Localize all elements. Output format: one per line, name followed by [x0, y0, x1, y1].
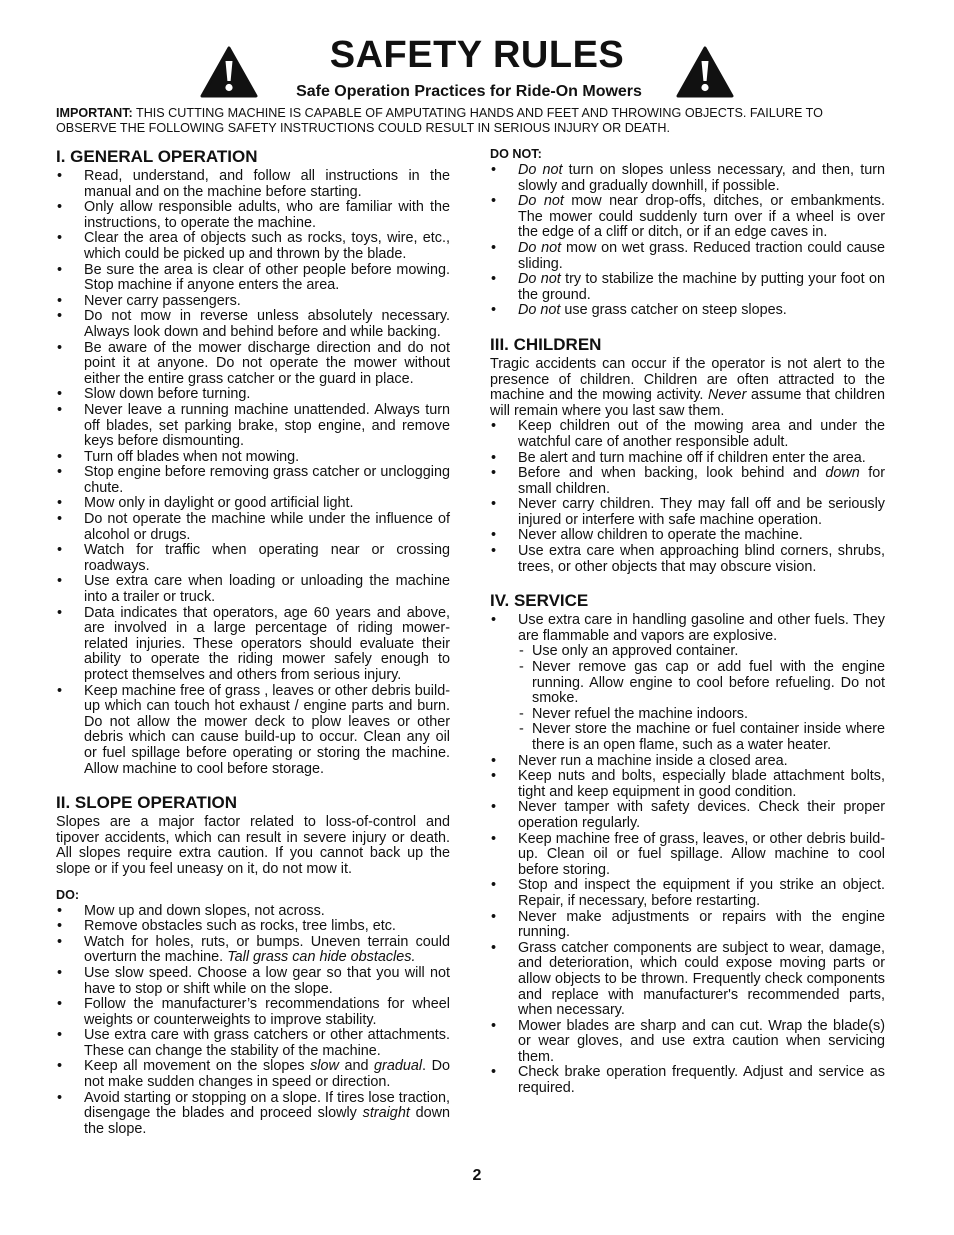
list-item: • Mow up and down slopes, not across.: [56, 904, 450, 920]
warning-triangle-icon: [676, 46, 734, 98]
list-item: • Do not turn on slopes unless necessary, and then, turn slowly and gradually downhill, if possible.: [490, 163, 885, 194]
list-item: • Use extra care in handling gasoline and other fuels. They are flammable and vapors are explosive.: [490, 613, 885, 644]
slope-do-list: [56, 904, 450, 1138]
sub-list-item: - Never store the machine or fuel container inside where there is an open flame, such as a water heater.: [490, 722, 885, 753]
list-item: • Keep machine free of grass, leaves, or other debris build-up. Clean oil or fuel spillage. Allow machine to cool before storing.: [490, 832, 885, 879]
list-item: • Stop and inspect the equipment if you strike an object. Repair, if necessary, before restarting.: [490, 878, 885, 909]
list-item: • Follow the manufacturer’s recommendations for wheel weights or counterweights to improve stability.: [56, 997, 450, 1028]
left-column: [56, 147, 450, 1137]
general-operation-list: [56, 169, 450, 777]
list-item: • Never run a machine inside a closed area.: [490, 754, 885, 770]
children-intro: Tragic accidents can occur if the operator is not alert to the presence of children. Children are often attracted to the machine and the mowing activity. Never assume that children will remain where you last saw them.: [490, 355, 885, 419]
list-item: • Never allow children to operate the machine.: [490, 528, 885, 544]
list-item: • Use slow speed. Choose a low gear so that you will not have to stop or shift while on the slope.: [56, 966, 450, 997]
list-item: • Do not use grass catcher on steep slopes.: [490, 303, 885, 319]
children-list: [490, 419, 885, 575]
sub-list-item: - Use only an approved container.: [490, 644, 885, 660]
list-item: • Only allow responsible adults, who are familiar with the instructions, to operate the machine.: [56, 200, 450, 231]
list-item: • Do not try to stabilize the machine by putting your foot on the ground.: [490, 272, 885, 303]
general-operation-heading: I. GENERAL OPERATION: [56, 147, 258, 166]
list-item: • Never make adjustments or repairs with the engine running.: [490, 910, 885, 941]
list-item: • Be alert and turn machine off if children enter the area.: [490, 451, 885, 467]
list-item: • Keep children out of the mowing area and under the watchful care of another responsible adult.: [490, 419, 885, 450]
list-item: • Do not operate the machine while under the influence of alcohol or drugs.: [56, 512, 450, 543]
list-item: • Do not mow near drop-offs, ditches, or embankments. The mower could suddenly turn over if a wheel is over the edge of a cliff or ditch, or if an edge caves in.: [490, 194, 885, 241]
fuel-sub-list: [490, 644, 885, 753]
list-item: • Use extra care with grass catchers or other attachments. These can change the stability of the machine.: [56, 1028, 450, 1059]
important-label: IMPORTANT:: [56, 106, 133, 120]
list-item: • Grass catcher components are subject to wear, damage, and deterioration, which could expose moving parts or allow objects to be thrown. Frequently check components and replace with manufacturer's recommended parts, when necessary.: [490, 941, 885, 1019]
page-header: [0, 34, 954, 104]
page-subtitle: Safe Operation Practices for Ride-On Mowers: [296, 83, 642, 100]
sub-list-item: - Never remove gas cap or add fuel with the engine running. Allow engine to cool before refueling. Do not smoke.: [490, 660, 885, 707]
important-notice: [56, 106, 886, 136]
service-list: [490, 613, 885, 644]
list-item: • Do not mow in reverse unless absolutely necessary. Always look down and behind before and while backing.: [56, 309, 450, 340]
list-item: • Watch for holes, ruts, or bumps. Uneven terrain could overturn the machine. Tall grass can hide obstacles.: [56, 935, 450, 966]
list-item: • Do not mow on wet grass. Reduced traction could cause sliding.: [490, 241, 885, 272]
list-item: • Before and when backing, look behind and down for small children.: [490, 466, 885, 497]
list-item: • Check brake operation frequently. Adjust and service as required.: [490, 1065, 885, 1096]
slope-intro: Slopes are a major factor related to loss-of-control and tipover accidents, which can result in severe injury or death. All slopes require extra caution. If you cannot back up the slope or if you feel uneasy on it, do not mow it.: [56, 814, 450, 877]
service-list-continued: [490, 754, 885, 1097]
list-item: • Data indicates that operators, age 60 years and above, are involved in a large percentage of riding mower-related injuries. These operators should evaluate their ability to operate the riding mower safely enough to protect themselves and others from serious injury.: [56, 606, 450, 684]
list-item: • Be sure the area is clear of other people before mowing. Stop machine if anyone enters the area.: [56, 263, 450, 294]
list-item: • Read, understand, and follow all instructions in the manual and on the machine before starting.: [56, 169, 450, 200]
do-not-label: DO NOT:: [490, 147, 542, 161]
list-item: • Remove obstacles such as rocks, tree limbs, etc.: [56, 919, 450, 935]
page-number: 2: [472, 1167, 482, 1184]
list-item: • Watch for traffic when operating near or crossing roadways.: [56, 543, 450, 574]
list-item: • Avoid starting or stopping on a slope. If tires lose traction, disengage the blades and proceed slowly straight down the slope.: [56, 1091, 450, 1138]
list-item: • Never leave a running machine unattended. Always turn off blades, set parking brake, stop engine, and remove keys before dismounting.: [56, 403, 450, 450]
children-heading: III. CHILDREN: [490, 334, 602, 354]
list-item: • Keep nuts and bolts, especially blade attachment bolts, tight and keep equipment in good condition.: [490, 769, 885, 800]
list-item: • Stop engine before removing grass catcher or unclogging chute.: [56, 465, 450, 496]
list-item: • Clear the area of objects such as rocks, toys, wire, etc., which could be picked up and thrown by the blade.: [56, 231, 450, 262]
important-text: THIS CUTTING MACHINE IS CAPABLE OF AMPUTATING HANDS AND FEET AND THROWING OBJECTS. FAILURE TO OBSERVE THE FOLLOWING SAFETY INSTRUCTIONS COULD RESULT IN SERIOUS INJURY OR DEATH.: [56, 106, 823, 135]
slope-do-not-list: [490, 163, 885, 319]
list-item: • Slow down before turning.: [56, 387, 450, 403]
list-item: • Never tamper with safety devices. Check their proper operation regularly.: [490, 800, 885, 831]
right-column: [490, 147, 885, 1097]
list-item: • Mow only in daylight or good artificial light.: [56, 496, 450, 512]
list-item: • Mower blades are sharp and can cut. Wrap the blade(s) or wear gloves, and use extra caution when servicing them.: [490, 1019, 885, 1066]
slope-operation-heading: II. SLOPE OPERATION: [56, 793, 238, 813]
do-label: DO:: [56, 887, 80, 902]
list-item: • Keep all movement on the slopes slow and gradual. Do not make sudden changes in speed or direction.: [56, 1059, 450, 1090]
list-item: • Be aware of the mower discharge direction and do not point it at anyone. Do not operate the mower without either the entire grass catcher or the guard in place.: [56, 341, 450, 388]
page-title: SAFETY RULES: [329, 34, 625, 76]
warning-triangle-icon: [200, 46, 258, 98]
sub-list-item: - Never refuel the machine indoors.: [490, 707, 885, 723]
list-item: • Use extra care when approaching blind corners, shrubs, trees, or other objects that may obscure vision.: [490, 544, 885, 575]
list-item: • Keep machine free of grass , leaves or other debris build-up which can touch hot exhaust / engine parts and burn. Do not allow the mower deck to plow leaves or other debris which can cause build-up to occur. Clean any oil or fuel spillage before operating or storing the machine. Allow machine to cool before storage.: [56, 684, 450, 778]
list-item: • Never carry children. They may fall off and be seriously injured or interfere with safe machine operation.: [490, 497, 885, 528]
list-item: • Use extra care when loading or unloading the machine into a trailer or truck.: [56, 574, 450, 605]
service-heading: IV. SERVICE: [490, 591, 589, 611]
list-item: • Turn off blades when not mowing.: [56, 450, 450, 466]
list-item: • Never carry passengers.: [56, 294, 450, 310]
